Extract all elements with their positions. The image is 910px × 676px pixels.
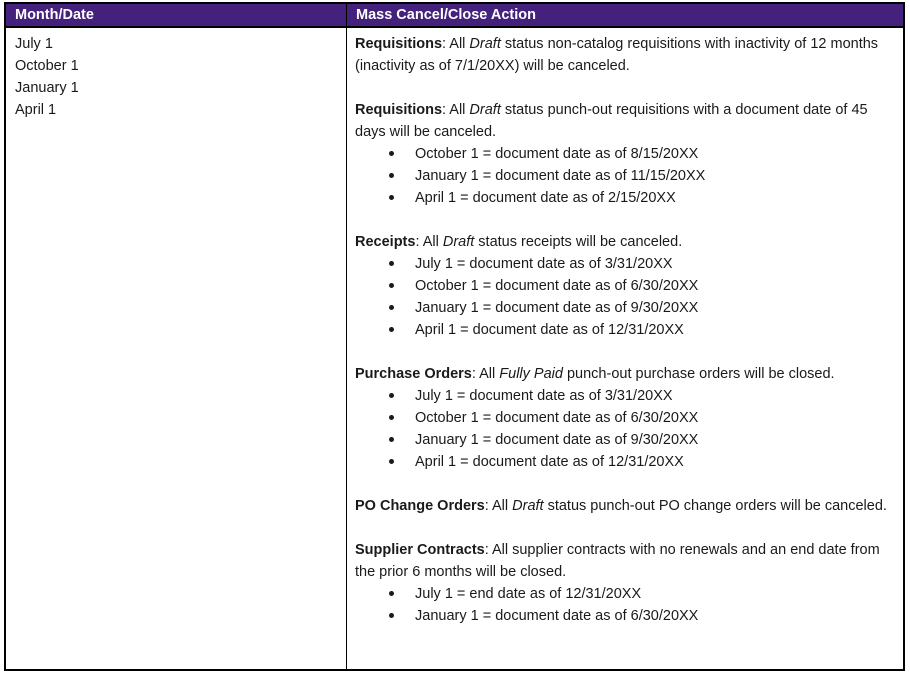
bullet-item: [389, 319, 899, 341]
bullet-icon: [389, 283, 394, 288]
bullet-icon: [389, 327, 394, 332]
bullet-item: [389, 187, 899, 209]
bullet-icon: [389, 415, 394, 420]
section-text: : All: [415, 234, 443, 250]
section-paragraph: [355, 33, 899, 77]
month-date-cell: [6, 28, 346, 669]
status-italic-text: Draft: [469, 102, 501, 118]
section-text: punch-out purchase orders will be closed.: [562, 366, 835, 382]
section-text: status receipts will be canceled.: [474, 234, 683, 250]
bullet-text: January 1 = document date as of 9/30/20XX: [415, 300, 699, 316]
column-header-mass-cancel-close-action: Mass Cancel/Close Action: [346, 4, 903, 28]
section-lead-text: Requisitions: [355, 36, 443, 52]
bullet-list: [355, 253, 899, 341]
section-lead-text: Supplier Contracts: [355, 542, 485, 558]
bullet-item: [389, 143, 899, 165]
bullet-item: [389, 605, 899, 627]
bullet-text: January 1 = document date as of 11/15/20XX: [415, 168, 706, 184]
bullet-icon: [389, 173, 394, 178]
bullet-text: January 1 = document date as of 6/30/20XX: [415, 608, 699, 624]
bullet-item: [389, 253, 899, 275]
section-paragraph: [355, 99, 899, 143]
section-spacer: [355, 209, 899, 231]
bullet-icon: [389, 261, 394, 266]
bullet-text: October 1 = document date as of 6/30/20XX: [415, 278, 699, 294]
bullet-icon: [389, 393, 394, 398]
section-lead-text: Requisitions: [355, 102, 443, 118]
section-paragraph: [355, 231, 899, 253]
section-text: : All supplier contracts with no renewals and an end date from the prior 6 months will be closed.: [355, 542, 880, 580]
status-italic-text: Draft: [442, 234, 475, 250]
bullet-icon: [389, 195, 394, 200]
section-spacer: [355, 341, 899, 363]
status-italic-text: Fully Paid: [499, 366, 563, 382]
bullet-text: July 1 = document date as of 3/31/20XX: [415, 388, 673, 404]
section-lead-text: Purchase Orders: [355, 366, 472, 382]
section-lead-text: Receipts: [355, 234, 416, 250]
bullet-list: [355, 143, 899, 209]
section-paragraph: [355, 363, 899, 385]
section-spacer: [355, 517, 899, 539]
section-spacer: [355, 77, 899, 99]
bullet-list: [355, 583, 899, 627]
bullet-text: October 1 = document date as of 6/30/20XX: [415, 410, 699, 426]
section-lead-text: PO Change Orders: [355, 498, 485, 514]
section-text: status punch-out requisitions with a document date of 45 days will be canceled.: [355, 102, 868, 140]
bullet-item: [389, 385, 899, 407]
section-paragraph: [355, 539, 899, 583]
bullet-text: July 1 = document date as of 3/31/20XX: [415, 256, 673, 272]
bullet-item: [389, 407, 899, 429]
column-header-month-date: Month/Date: [6, 4, 346, 28]
section-text: : All: [484, 498, 513, 514]
bullet-icon: [389, 305, 394, 310]
bullet-text: April 1 = document date as of 12/31/20XX: [415, 322, 684, 338]
month-item: January 1: [15, 80, 79, 96]
section-spacer: [355, 473, 899, 495]
bullet-text: January 1 = document date as of 9/30/20XX: [415, 432, 699, 448]
mass-cancel-close-table: [4, 2, 905, 671]
bullet-text: April 1 = document date as of 2/15/20XX: [415, 190, 676, 206]
bullet-text: October 1 = document date as of 8/15/20XX: [415, 146, 699, 162]
status-italic-text: Draft: [469, 36, 501, 52]
section-text: status punch-out PO change orders will be canceled.: [543, 498, 887, 514]
bullet-text: April 1 = document date as of 12/31/20XX: [415, 454, 684, 470]
month-item: April 1: [15, 102, 57, 118]
bullet-icon: [389, 437, 394, 442]
month-item: October 1: [15, 58, 79, 74]
bullet-icon: [389, 151, 394, 156]
bullet-icon: [389, 591, 394, 596]
bullet-list: [355, 385, 899, 473]
section-text: : All: [471, 366, 500, 382]
bullet-item: [389, 275, 899, 297]
bullet-item: [389, 583, 899, 605]
status-italic-text: Draft: [512, 498, 544, 514]
section-text: : All: [442, 102, 470, 118]
bullet-icon: [389, 613, 394, 618]
section-text: : All: [442, 36, 470, 52]
bullet-item: [389, 297, 899, 319]
action-cell: [346, 28, 903, 669]
bullet-item: [389, 451, 899, 473]
bullet-text: July 1 = end date as of 12/31/20XX: [415, 586, 642, 602]
month-item: July 1: [15, 36, 53, 52]
bullet-item: [389, 429, 899, 451]
bullet-item: [389, 165, 899, 187]
section-text: status non-catalog requisitions with inactivity of 12 months (inactivity as of 7/1/20XX) will be canceled.: [355, 36, 879, 74]
section-paragraph: [355, 495, 899, 517]
bullet-icon: [389, 459, 394, 464]
